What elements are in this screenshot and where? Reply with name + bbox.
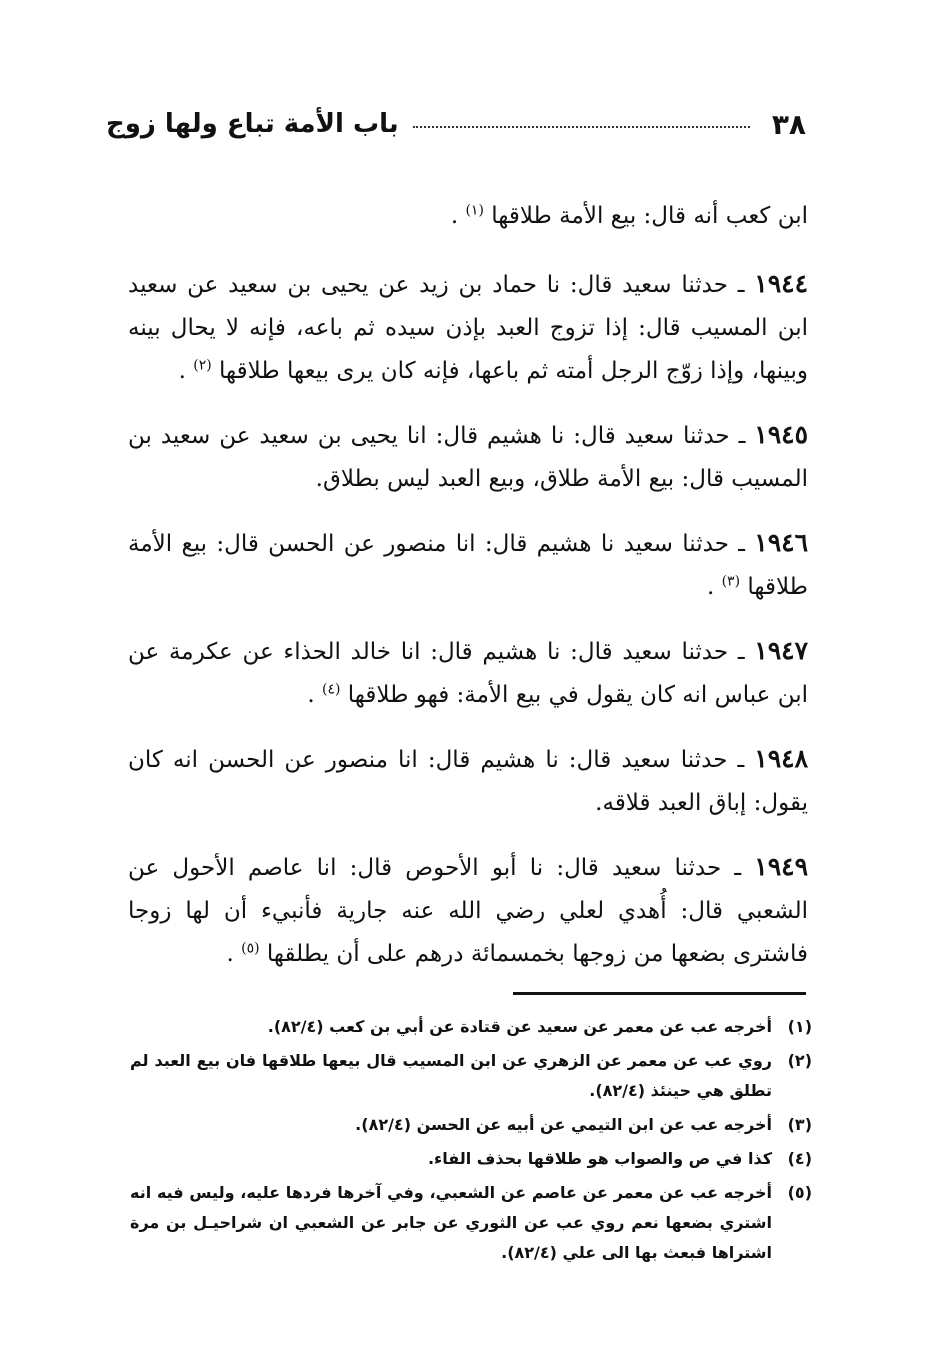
hadith-text: ـ حدثنا سعيد نا هشيم قال: انا منصور عن الحسن قال: بيع الأمة طلاقها bbox=[128, 531, 808, 600]
main-text bbox=[128, 195, 808, 996]
paragraph-end: . bbox=[226, 941, 234, 967]
hadith-1947 bbox=[128, 629, 808, 717]
paragraph-text: ابن كعب أنه قال: بيع الأمة طلاقها bbox=[491, 203, 808, 229]
footnote-number: (٤) bbox=[787, 1149, 812, 1168]
footnote-4 bbox=[130, 1144, 812, 1174]
footnote-3 bbox=[130, 1110, 812, 1140]
hadith-text: ـ حدثنا سعيد قال: نا هشيم قال: انا منصور عن الحسن انه كان يقول: إباق العبد قلاقه. bbox=[128, 747, 808, 816]
footnote-number: (١) bbox=[787, 1017, 812, 1036]
hadith-text: ـ حدثنا سعيد قال: نا هشيم قال: انا يحيى بن سعيد عن سعيد بن المسيب قال: بيع الأمة طلاق، وبيع العبد ليس بطلاق. bbox=[128, 423, 808, 492]
paragraph-end: . bbox=[178, 358, 186, 384]
hadith-number: ١٩٤٦ bbox=[754, 528, 808, 557]
running-header bbox=[106, 104, 806, 144]
footnotes bbox=[130, 1012, 812, 1272]
hadith-number: ١٩٤٤ bbox=[754, 269, 808, 298]
footnote-number: (٣) bbox=[787, 1115, 812, 1134]
paragraph-continuation bbox=[128, 195, 808, 238]
footnote-text: أخرجه عب عن معمر عن سعيد عن قتادة عن أبي بن كعب (٨٢/٤). bbox=[267, 1017, 772, 1036]
footnote-number: (٢) bbox=[787, 1051, 812, 1070]
hadith-number: ١٩٤٥ bbox=[754, 420, 808, 449]
hadith-number: ١٩٤٨ bbox=[754, 744, 809, 773]
footnote-text: كذا في ص والصواب هو طلاقها بحذف الفاء. bbox=[427, 1149, 772, 1168]
hadith-number: ١٩٤٩ bbox=[754, 852, 808, 881]
header-leader-dots bbox=[413, 126, 750, 128]
footnote-separator bbox=[513, 992, 806, 995]
footnote-text: روي عب عن معمر عن الزهري عن ابن المسيب قال بيعها طلاقها فان بيع العبد لم تطلق هي حينئذ (٨٢/٤). bbox=[130, 1051, 772, 1100]
paragraph-end: . bbox=[706, 574, 715, 600]
hadith-1948 bbox=[128, 737, 808, 825]
hadith-number: ١٩٤٧ bbox=[754, 636, 809, 665]
footnote-ref-3: (٣) bbox=[721, 573, 741, 590]
hadith-1945 bbox=[128, 413, 808, 501]
paragraph-end: . bbox=[307, 682, 315, 708]
chapter-title: باب الأمة تباع ولها زوج bbox=[106, 109, 399, 139]
paragraph-end: . bbox=[450, 203, 459, 229]
footnote-number: (٥) bbox=[787, 1183, 812, 1202]
hadith-text: ـ حدثنا سعيد قال: نا هشيم قال: انا خالد الحذاء عن عكرمة عن ابن عباس انه كان يقول في بيع الأمة: فهو طلاقها bbox=[128, 639, 808, 708]
hadith-1944 bbox=[128, 262, 808, 393]
hadith-1949 bbox=[128, 845, 808, 976]
footnote-text: أخرجه عب عن ابن التيمي عن أبيه عن الحسن (٨٢/٤). bbox=[355, 1115, 772, 1134]
footnote-5 bbox=[130, 1178, 812, 1268]
hadith-text: ـ حدثنا سعيد قال: نا حماد بن زيد عن يحيى بن سعيد عن سعيد ابن المسيب قال: إذا تزوج العبد بإذن سيده ثم باعه، فإنه لا يحال بينه وبينها، وإذا زوّج الرجل أمته ثم باعها، فإنه كان يرى بيعها طلاقها bbox=[128, 272, 808, 384]
footnote-ref-1: (١) bbox=[465, 202, 484, 219]
footnote-ref-5: (٥) bbox=[241, 940, 260, 957]
footnote-text: أخرجه عب عن معمر عن عاصم عن الشعبي، وفي آخرها فردها عليه، وليس فيه انه اشتري بضعها نعم روي عب عن الثوري عن جابر عن الشعبي ان شراحيـل بن مرة اشتراها فبعث بها الى علي (٨٢/٤). bbox=[130, 1183, 772, 1262]
hadith-text: ـ حدثنا سعيد قال: نا أبو الأحوص قال: انا عاصم الأحول عن الشعبي قال: أُهدي لعلي رضي الله عنه جارية فأنبيء أن لها زوجا فاشترى بضعها من زوجها بخمسمائة درهم على أن يطلقها bbox=[128, 855, 808, 967]
footnote-ref-2: (٢) bbox=[193, 357, 212, 374]
page-number: ٣٨ bbox=[771, 107, 806, 141]
footnote-1 bbox=[130, 1012, 812, 1042]
hadith-1946 bbox=[128, 521, 808, 609]
footnote-2 bbox=[130, 1046, 812, 1106]
footnote-ref-4: (٤) bbox=[322, 681, 341, 698]
